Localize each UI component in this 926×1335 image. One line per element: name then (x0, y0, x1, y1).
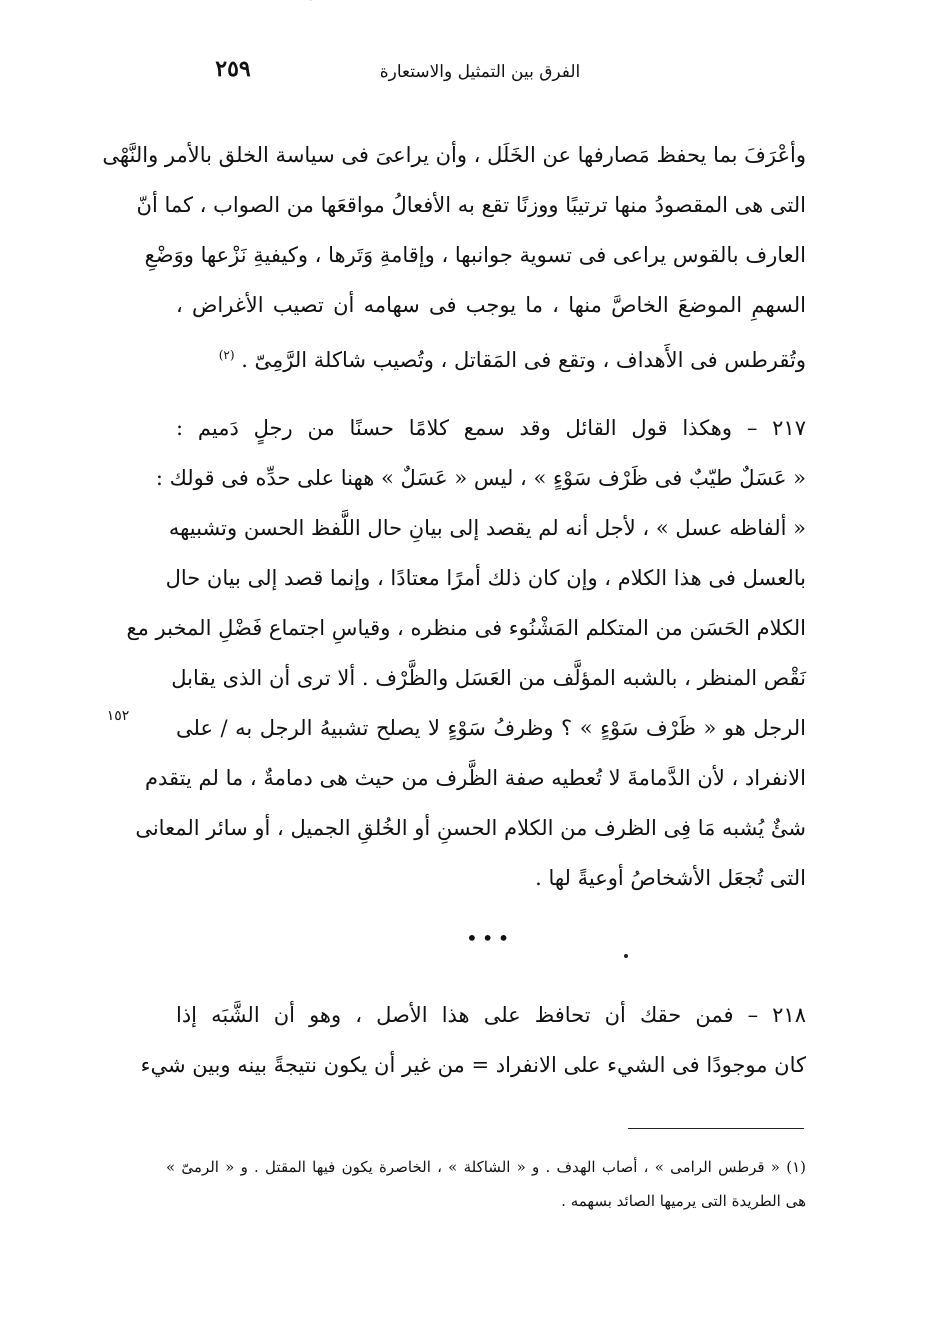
text-line: الكلام الحَسَن من المتكلم المَشْنُوء فى منظره ، وقياسِ اجتماع فَضْلِ المخبر مع (126, 616, 806, 640)
text-line: ٢١٧ – وهكذا قول القائل وقد سمع كلامًا حسنًا من رجلٍ دَميم : (176, 416, 806, 440)
text-line: كان موجودًا فى الشيء على الانفراد = من غير أن يكون نتيجةً بينه وبين شيء (140, 1053, 806, 1077)
text-line: بالعسل فى هذا الكلام ، وإن كان ذلك أمرًا معتادًا ، وإنما قصد إلى بيان حال (165, 566, 806, 590)
text-line: وأعْرَفَ بما يحفظ مَصارفها عن الخَلَل ، وأن يراعىَ فى سياسة الخلق بالأمر والنَّهْى (102, 143, 806, 167)
section-separator: ••• (466, 926, 514, 950)
text-line: التى تُجعَل الأشخاصُ أوعيةً لها . (535, 866, 806, 890)
paragraph-217 (126, 403, 806, 903)
text-line: العارف بالقوس يراعى فى تسوية جوانبها ، وإقامةِ وَتَرها ، وكيفيةِ نَزْعها ووَضْعِ (144, 243, 806, 267)
footnotes (166, 1150, 806, 1218)
footnote-marker: (٢) (218, 348, 235, 362)
text-line: التى هى المقصودُ منها ترتيبًا ووزنًا تقع به الأفعالُ مواقعَها من الصواب ، كما أنّ (136, 193, 806, 217)
footnote-divider (628, 1128, 804, 1129)
text-line: « ألفاظه عسل » ، لأجل أنه لم يقصد إلى بيانِ حال اللَّفظ الحسن وتشبيهه (168, 516, 806, 540)
margin-reference-number: ١٥٢ (106, 708, 130, 724)
page-number: ٢٥٩ (215, 56, 251, 82)
paragraph-1 (102, 130, 806, 380)
scan-artifact-line (310, 0, 381, 1)
text-line (176, 330, 806, 380)
text-line: الانفراد ، لأن الدَّمامةَ لا تُعطيه صفة الظَّرف من حيث هى دمامةٌ ، ما لم يتقدم (145, 766, 806, 790)
text-line: السهمِ الموضعَ الخاصَّ منها ، ما يوجب فى سهامه أن تصيب الأغراض ، (176, 293, 806, 317)
text-line: ٢١٨ – فمن حقك أن تحافظ على هذا الأصل ، وهو أن الشَّبَه إذا (176, 1003, 806, 1027)
paragraph-218 (140, 990, 806, 1090)
text-line: شئٌ يُشبه مَا فِى الظرف من الكلام الحسنِ أو الخُلقِ الجميل ، أو سائر المعانى (135, 816, 806, 840)
text-line: نَقْص المنظر ، بالشبه المؤلَّف من العَسَل والظَّرْف . ألا ترى أن الذى يقابل (171, 666, 806, 690)
footnote-line: (١) « قرطس الرامى » ، أصاب الهدف . و « الشاكلة » ، الخاصرة يكون فيها المقتل . و « الرمىّ » (166, 1158, 806, 1176)
running-header-title: الفرق بين التمثيل والاستعارة (379, 62, 581, 82)
text-line: الرجل هو « ظَرْف سَوْءٍ » ؟ وظرفُ سَوْءٍ لا يصلح تشبيهُ الرجل به / على (176, 716, 806, 740)
text-line-content: وتُقرطس فى الأَهداف ، وتقع فى المَقاتل ، وتُصيب شاكلة الرَّمِىّ . (241, 348, 806, 372)
scan-artifact-dot (624, 954, 628, 958)
footnote-line: هى الطريدة التى يرميها الصائد بسهمه . (561, 1192, 806, 1210)
text-line: « عَسَلٌ طيّبٌ فى ظَرْف سَوْءٍ » ، ليس « عَسَلٌ » ههنا على حدِّه فى قولك : (155, 466, 806, 490)
